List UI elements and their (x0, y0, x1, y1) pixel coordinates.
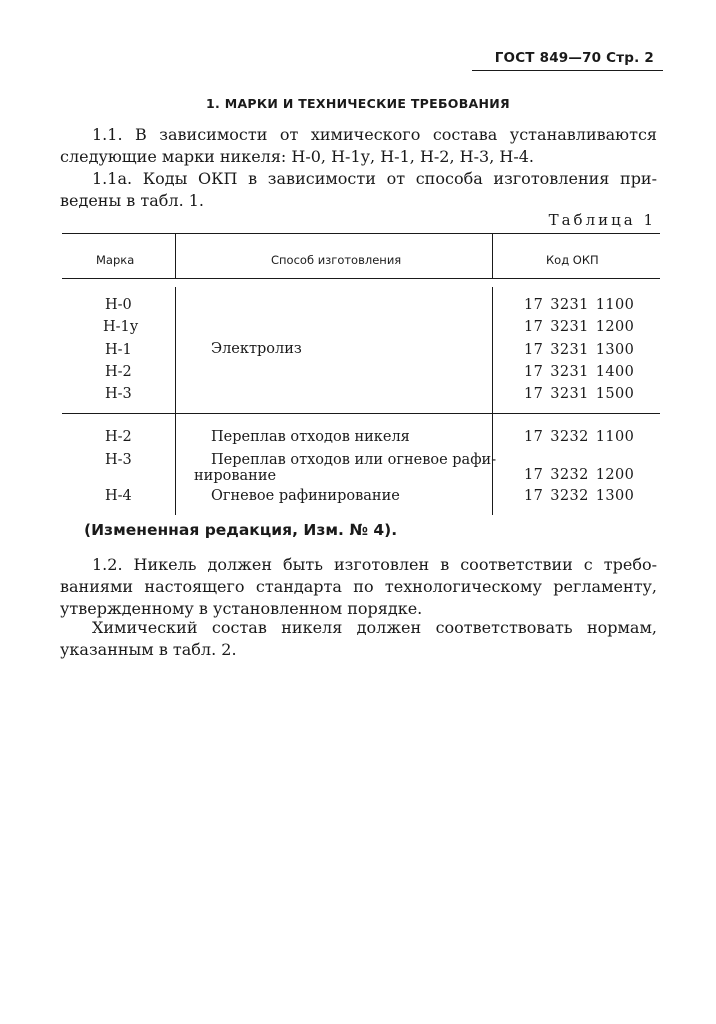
table-row-method: Переплав отходов или огневое рафи- (211, 452, 497, 468)
table-row-code: 17 3232 1300 (524, 488, 635, 504)
table-row-code: 17 3232 1100 (524, 429, 635, 445)
table-header-grade: Марка (96, 253, 135, 267)
table-row-grade: Н-0 (105, 297, 132, 313)
table-top-rule (62, 233, 660, 234)
para-1-2-line-2: ваниями настоящего стандарта по технологическому регламенту, (60, 577, 657, 596)
page-header-ref: ГОСТ 849—70 Стр. 2 (494, 50, 654, 66)
table-group-divider (62, 413, 660, 414)
table-col-divider-2-body (492, 287, 493, 515)
para-1-1a-line-1: 1.1а. Коды ОКП в зависимости от способа изготовления при- (92, 169, 657, 188)
table-col-divider-1 (175, 234, 176, 278)
table-col-divider-1-body (175, 287, 176, 515)
table-row-grade: Н-3 (105, 452, 132, 468)
table-row-grade: Н-2 (105, 364, 132, 380)
table-row-code: 17 3231 1200 (524, 319, 635, 335)
table-caption: Таблица 1 (548, 211, 656, 229)
table-row-method-cont: нирование (194, 468, 277, 484)
table-row-grade: Н-1 (105, 342, 132, 358)
table-row-code: 17 3231 1400 (524, 364, 635, 380)
table-header-rule (62, 278, 660, 279)
table-row-code: 17 3231 1100 (524, 297, 635, 313)
table-row-code: 17 3231 1300 (524, 342, 635, 358)
table-row-code: 17 3232 1200 (524, 467, 635, 483)
table-row-grade: Н-2 (105, 429, 132, 445)
table-row-method: Огневое рафинирование (211, 488, 400, 504)
para-1-2-line-1: 1.2. Никель должен быть изготовлен в соответствии с требо- (92, 555, 657, 574)
table-row-grade: Н-1у (103, 319, 139, 335)
table-col-divider-2 (492, 234, 493, 278)
table-header-code: Код ОКП (546, 253, 599, 267)
amendment-note: (Измененная редакция, Изм. № 4). (84, 521, 398, 539)
para-chem-line-1: Химический состав никеля должен соответствовать нормам, (92, 618, 657, 637)
table-header-method: Способ изготовления (271, 253, 402, 267)
table-method-electrolysis: Электролиз (211, 341, 302, 357)
table-row-method: Переплав отходов никеля (211, 429, 410, 445)
para-1-1a-line-2: ведены в табл. 1. (60, 191, 204, 210)
table-row-code: 17 3231 1500 (524, 386, 635, 402)
header-rule (472, 70, 663, 71)
para-1-1-line-2: следующие марки никеля: Н-0, Н-1у, Н-1, Н-2, Н-3, Н-4. (60, 147, 534, 166)
para-chem-line-2: указанным в табл. 2. (60, 640, 237, 659)
section-title: 1. МАРКИ И ТЕХНИЧЕСКИЕ ТРЕБОВАНИЯ (206, 96, 510, 111)
table-row-grade: Н-4 (105, 488, 132, 504)
para-1-2-line-3: утвержденному в установленном порядке. (60, 599, 423, 618)
para-1-1-line-1: 1.1. В зависимости от химического состава устанавливаются (92, 125, 657, 144)
table-row-grade: Н-3 (105, 386, 132, 402)
